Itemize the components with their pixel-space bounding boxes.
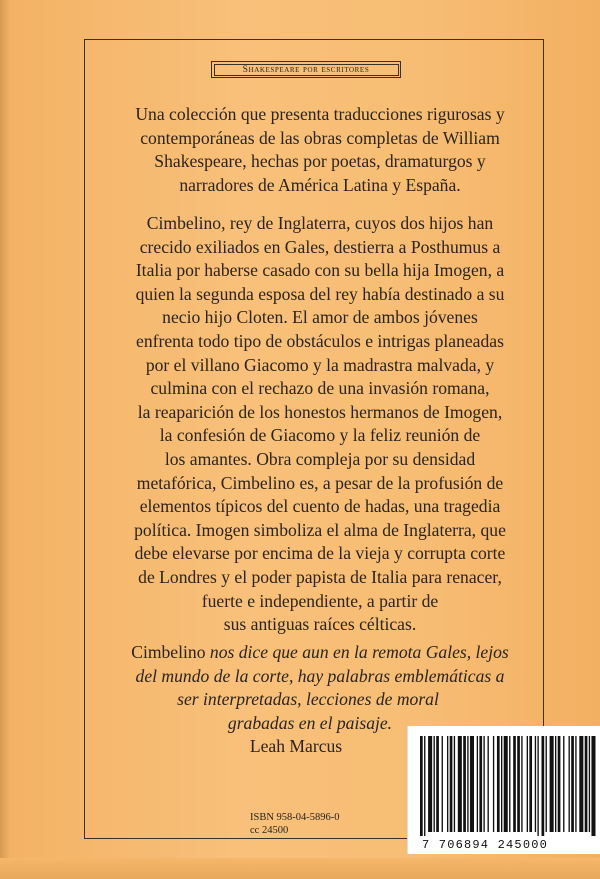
- quote-line: grabadas en el paisaje.: [227, 712, 393, 733]
- barcode-bar: [442, 736, 443, 832]
- barcode-bar: [477, 736, 478, 832]
- barcode: [407, 726, 600, 854]
- text-line: crecido exiliados en Gales, destierra a Posthumus a: [139, 236, 501, 257]
- barcode-bar: [555, 736, 556, 832]
- series-label: Shakespeare por escritores: [214, 64, 399, 76]
- series-label-box: [211, 61, 401, 78]
- quote-line: del mundo de la corte, hay palabras emblemáticas a: [135, 665, 505, 686]
- barcode-bars: [420, 736, 598, 836]
- barcode-bar: [513, 736, 516, 832]
- text-line: enfrenta todo tipo de obstáculos e intrigas planeadas: [136, 330, 504, 351]
- text-line: contemporáneas de las obras completas de William: [140, 127, 500, 148]
- barcode-bar: [458, 736, 462, 832]
- bottom-edge: [0, 858, 600, 879]
- isbn-block: [250, 811, 340, 837]
- barcode-bar: [447, 736, 448, 832]
- barcode-bar: [529, 736, 532, 832]
- text-line: necio hijo Cloten. El amor de ambos jóvenes: [162, 307, 478, 328]
- text-line: de Londres y el poder papista de Italia para renacer,: [138, 566, 502, 587]
- barcode-bar: [535, 736, 536, 832]
- barcode-bar: [537, 736, 538, 836]
- barcode-bar: [509, 736, 510, 832]
- barcode-bar: [488, 736, 489, 832]
- barcode-bar: [497, 736, 500, 832]
- barcode-bar: [428, 736, 432, 832]
- synopsis-paragraph: [96, 212, 544, 637]
- barcode-bar: [420, 736, 423, 836]
- text-line: culmina con el rechazo de una invasión romana,: [150, 378, 490, 399]
- text-line: Una colección que presenta traducciones rigurosas y: [135, 104, 505, 124]
- barcode-bar: [569, 736, 570, 832]
- text-line: Cimbelino, rey de Inglaterra, cuyos dos hijos han: [146, 213, 494, 233]
- barcode-bar: [504, 736, 508, 832]
- barcode-bar: [558, 736, 561, 832]
- isbn-text: ISBN 958-04-5896-0: [250, 812, 340, 823]
- quote-author: Leah Marcus: [249, 736, 343, 757]
- barcode-bar: [450, 736, 453, 832]
- catalog-code: cc 24500: [250, 825, 289, 836]
- barcode-bar: [521, 736, 522, 832]
- text-line: fuerte e independiente, a partir de: [201, 590, 439, 611]
- barcode-bar: [575, 736, 576, 832]
- barcode-bar: [517, 736, 520, 832]
- barcode-bar: [579, 736, 583, 832]
- text-line: debe elevarse por encima de la vieja y corrupta corte: [134, 543, 506, 564]
- barcode-bar: [501, 736, 502, 832]
- barcode-bar: [546, 736, 547, 832]
- barcode-bar: [454, 736, 455, 832]
- text-line: quien la segunda esposa del rey había destinado a su: [135, 283, 505, 304]
- quote-line: ser interpretadas, lecciones de moral: [177, 689, 439, 710]
- barcode-bar: [470, 736, 474, 832]
- text-line: Italia por haberse casado con su bella hija Imogen, a: [135, 260, 505, 281]
- quote-text: nos dice que aun en la remota Gales, lejos: [205, 642, 509, 662]
- text-line: política. Imogen simboliza el alma de Inglaterra, que: [134, 519, 506, 540]
- barcode-bar: [493, 736, 494, 832]
- quote-line: [96, 641, 544, 665]
- text-line: por el villano Giacomo y la madrastra malvada, y: [145, 354, 495, 375]
- barcode-bar: [550, 736, 554, 832]
- quote-title: Cimbelino: [131, 642, 206, 662]
- barcode-bar: [585, 736, 588, 832]
- barcode-bar: [463, 736, 466, 832]
- barcode-bar: [436, 736, 439, 832]
- barcode-bar: [571, 736, 574, 832]
- text-line: los amantes. Obra compleja por su densidad: [164, 448, 476, 469]
- barcode-bar: [483, 736, 484, 832]
- text-line: elementos típicos del cuento de hadas, una tragedia: [139, 496, 501, 517]
- barcode-bar: [589, 736, 590, 832]
- text-line: narradores de América Latina y España.: [179, 174, 461, 195]
- barcode-bar: [467, 736, 468, 832]
- text-line: metafórica, Cimbelino es, a pesar de la profusión de: [136, 472, 504, 493]
- intro-paragraph: [96, 103, 544, 197]
- barcode-bar: [479, 736, 482, 832]
- barcode-bar: [434, 736, 435, 832]
- barcode-bar: [591, 736, 595, 836]
- text-line: sus antiguas raíces célticas.: [223, 614, 417, 635]
- barcode-number: 7 706894 245000: [422, 838, 549, 852]
- text-line: la reaparición de los honestos hermanos de Imogen,: [137, 401, 503, 422]
- barcode-bar: [424, 736, 425, 836]
- text-line: la confesión de Giacomo y la feliz reunión de: [159, 425, 481, 446]
- text-line: Shakespeare, hechas por poetas, dramaturgos y: [154, 151, 486, 172]
- barcode-bar: [527, 736, 528, 832]
- barcode-bar: [563, 736, 564, 832]
- spine-shadow: [0, 0, 10, 879]
- barcode-bar: [542, 736, 545, 836]
